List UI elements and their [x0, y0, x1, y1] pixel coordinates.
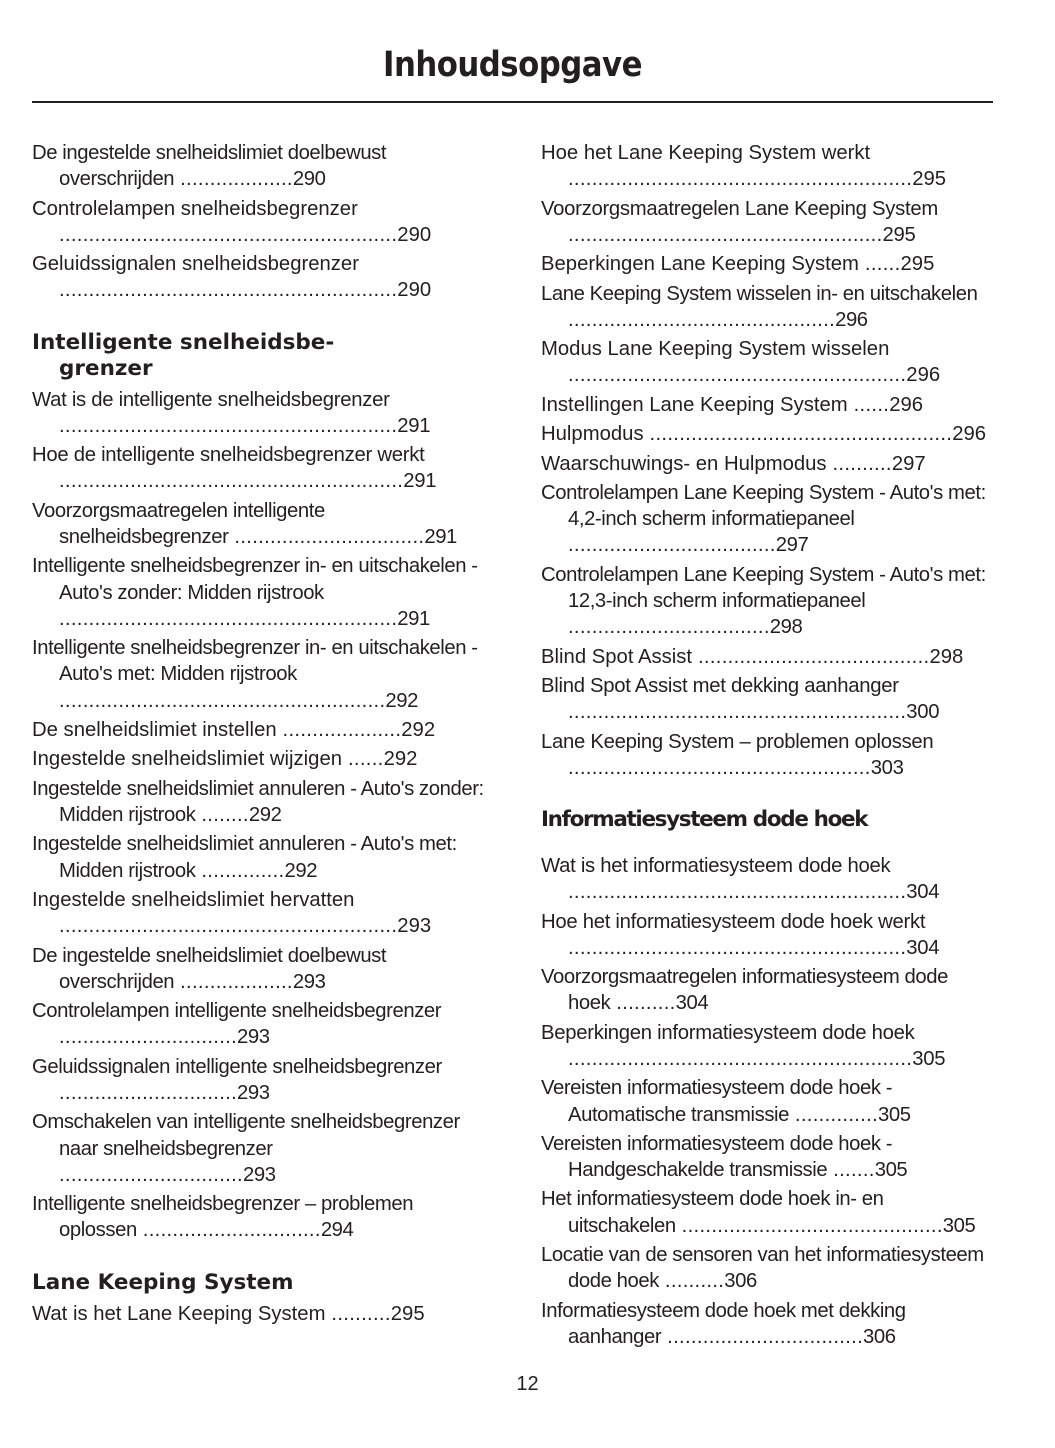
toc-entry-page: 296 [889, 393, 924, 416]
toc-entry-label: Beperkingen informatiesysteem dode hoek [541, 1021, 915, 1044]
toc-entry-page: 300 [906, 701, 940, 724]
toc-entry-page: 305 [878, 1103, 911, 1126]
toc-entry-page: 292 [248, 803, 282, 826]
toc-entry-page: 292 [385, 689, 419, 712]
toc-dot-leader: .......... [658, 1270, 725, 1293]
toc-entry[interactable] [32, 746, 484, 772]
toc-entry-page: 295 [882, 223, 916, 246]
toc-entry-page: 290 [292, 168, 326, 191]
toc-entry-page: 295 [900, 253, 935, 276]
toc-entry[interactable] [32, 140, 484, 192]
toc-entry-page: 305 [942, 1214, 976, 1237]
toc-dot-leader: ............................... [59, 1163, 243, 1186]
toc-entry-label: Blind Spot Assist met dekking aanhanger [541, 674, 899, 697]
toc-columns [32, 140, 993, 1353]
toc-dot-leader: ......................................................... [59, 223, 398, 246]
toc-entry[interactable] [32, 831, 484, 883]
toc-entry-page: 294 [320, 1219, 354, 1242]
toc-entry-label: Voorzorgsmaatregelen informatiesysteem dode hoek [541, 966, 948, 1015]
toc-entry-label: Informatiesysteem dode hoek met dekking aanhanger [541, 1299, 906, 1348]
toc-dot-leader: .............. [195, 859, 285, 882]
toc-entry-label: Intelligente snelheidsbegrenzer – problemen oplossen [32, 1193, 414, 1242]
toc-entry-page: 293 [237, 1026, 270, 1049]
toc-entry-label: Controlelampen Lane Keeping System - Auto's met: 12,3-inch scherm informatiepaneel [541, 563, 986, 612]
toc-entry-page: 303 [870, 756, 904, 779]
toc-entry-page: 296 [906, 364, 941, 387]
toc-entry[interactable] [541, 1131, 993, 1183]
toc-entry[interactable] [541, 421, 993, 447]
toc-entry[interactable] [32, 998, 484, 1050]
toc-dot-leader: .............................. [59, 1026, 238, 1049]
toc-dot-leader: ...... [858, 253, 901, 276]
section-heading-line: Intelligente snelheidsbe- [32, 329, 335, 355]
toc-dot-leader: ................................... [568, 534, 776, 557]
toc-dot-leader: ...... [847, 393, 890, 416]
toc-dot-leader: .............. [789, 1103, 879, 1126]
toc-dot-leader: .......................................................... [568, 168, 913, 191]
toc-entry-page: 292 [284, 859, 318, 882]
toc-dot-leader: .......... [325, 1302, 391, 1325]
toc-dot-leader: .......... [610, 992, 676, 1015]
toc-entry-page: 304 [675, 992, 709, 1015]
toc-column-right [541, 140, 993, 1353]
toc-entry[interactable] [32, 776, 484, 828]
toc-entry[interactable] [541, 1298, 993, 1350]
toc-entry[interactable] [32, 1054, 484, 1106]
toc-entry-label: Wat is de intelligente snelheidsbegrenzer [32, 388, 390, 411]
toc-entry[interactable] [32, 1109, 484, 1188]
toc-entry[interactable] [541, 673, 993, 725]
toc-entry-page: 295 [912, 168, 947, 191]
toc-entry-page: 304 [906, 936, 940, 959]
toc-entry[interactable] [541, 1020, 993, 1072]
toc-entry-page: 290 [397, 279, 432, 302]
toc-entry[interactable] [541, 336, 993, 388]
toc-entry-label: Lane Keeping System wisselen in- en uitschakelen [541, 282, 978, 305]
toc-entry[interactable] [541, 1186, 993, 1238]
toc-entry-label: Hulpmodus [541, 423, 644, 446]
toc-section-heading: Informatiesysteem dode hoek [541, 806, 868, 832]
toc-entry-label: Beperkingen Lane Keeping System [541, 253, 859, 276]
toc-entry[interactable] [541, 562, 993, 641]
toc-entry-label: Geluidssignalen intelligente snelheidsbegrenzer [32, 1055, 442, 1078]
toc-entry[interactable] [32, 387, 484, 439]
toc-dot-leader: .............................. [136, 1219, 321, 1242]
toc-dot-leader: ......................................................... [568, 881, 907, 904]
toc-dot-leader: ................... [174, 970, 293, 993]
toc-entry-page: 291 [403, 470, 437, 493]
toc-entry-page: 291 [397, 607, 430, 630]
toc-entry-page: 293 [292, 970, 326, 993]
toc-entry[interactable] [541, 392, 993, 418]
toc-section-heading [32, 330, 484, 382]
toc-entry[interactable] [32, 442, 484, 494]
toc-entry-label: Wat is het Lane Keeping System [32, 1302, 326, 1325]
toc-entry-label: Ingestelde snelheidslimiet annuleren - Auto's zonder: Midden rijstrook [32, 777, 484, 826]
toc-entry[interactable] [541, 964, 993, 1016]
toc-entry-page: 291 [424, 525, 457, 548]
toc-entry-page: 305 [912, 1047, 946, 1070]
toc-entry-label: Wat is het informatiesysteem dode hoek [541, 854, 891, 877]
toc-entry-label: Het informatiesysteem dode hoek in- en uitschakelen [541, 1188, 884, 1237]
toc-dot-leader: ......................................................... [568, 364, 907, 387]
toc-entry-label: Vereisten informatiesysteem dode hoek - Automatische transmissie [541, 1077, 893, 1126]
toc-entry-page: 293 [242, 1163, 276, 1186]
toc-entry-label: Omschakelen van intelligente snelheidsbegrenzer naar snelheidsbegrenzer [32, 1111, 460, 1160]
toc-column-left [32, 140, 484, 1353]
toc-dot-leader: ....... [827, 1159, 875, 1182]
toc-entry-page: 292 [401, 718, 436, 741]
section-heading-line: grenzer [59, 355, 153, 381]
toc-entry-page: 306 [724, 1270, 757, 1293]
toc-entry-label: Ingestelde snelheidslimiet wijzigen [32, 748, 343, 771]
page-title: Inhoudsopgave [383, 45, 642, 85]
toc-entry-label: Controlelampen snelheidsbegrenzer [32, 197, 358, 220]
toc-dot-leader: ................................ [228, 525, 425, 548]
toc-entry-page: 291 [397, 414, 431, 437]
toc-dot-leader: ................................. [661, 1325, 864, 1348]
toc-entry-page: 295 [390, 1302, 425, 1325]
toc-entry-label: De ingestelde snelheidslimiet doelbewust overschrijden [32, 142, 387, 191]
header-divider [32, 101, 993, 103]
toc-dot-leader: ................................................... [643, 423, 953, 446]
toc-dot-leader: ................... [174, 168, 293, 191]
toc-dot-leader: ......................................................... [59, 607, 398, 630]
toc-section-heading: Lane Keeping System [32, 1269, 294, 1295]
toc-entry-label: De snelheidslimiet instellen [32, 718, 277, 741]
toc-dot-leader: .......... [826, 452, 892, 475]
toc-entry-page: 297 [891, 452, 926, 475]
toc-entry-label: Vereisten informatiesysteem dode hoek - Handgeschakelde transmissie [541, 1132, 893, 1182]
toc-entry-label: De ingestelde snelheidslimiet doelbewust overschrijden [32, 944, 387, 993]
toc-entry-page: 290 [397, 223, 432, 246]
toc-dot-leader: ........ [195, 803, 249, 826]
toc-entry-label: Hoe de intelligente snelheidsbegrenzer werkt [32, 444, 425, 467]
toc-entry-page: 293 [397, 915, 432, 938]
toc-entry-label: Waarschuwings- en Hulpmodus [541, 452, 827, 475]
toc-entry-page: 304 [906, 881, 940, 904]
toc-dot-leader: .......................................................... [568, 1047, 913, 1070]
toc-entry[interactable] [541, 251, 993, 277]
toc-dot-leader: ......................................................... [568, 936, 907, 959]
toc-entry-page: 298 [929, 645, 964, 668]
toc-dot-leader: ...... [342, 748, 384, 771]
toc-dot-leader: ....................................................... [59, 689, 386, 712]
toc-dot-leader: ....................................... [692, 645, 930, 668]
toc-entry[interactable] [32, 498, 484, 550]
toc-entry-label: Voorzorgsmaatregelen intelligente snelheidsbegrenzer [32, 499, 325, 548]
toc-entry[interactable] [32, 887, 484, 939]
toc-entry-page: 297 [775, 534, 809, 557]
toc-entry-label: Instellingen Lane Keeping System [541, 393, 848, 416]
toc-entry-label: Ingestelde snelheidslimiet hervatten [32, 888, 355, 911]
toc-entry-page: 305 [874, 1159, 908, 1182]
toc-dot-leader: ............................................. [568, 308, 836, 331]
toc-dot-leader: ..................................................... [568, 223, 883, 246]
toc-entry-page: 306 [863, 1325, 896, 1348]
toc-entry[interactable] [32, 635, 484, 714]
page-header [32, 44, 993, 86]
toc-dot-leader: ......................................................... [59, 279, 398, 302]
toc-entry[interactable] [541, 1075, 993, 1127]
toc-dot-leader: .............................. [59, 1081, 238, 1104]
toc-entry-label: Lane Keeping System – problemen oplossen [541, 730, 934, 753]
toc-entry-label: Intelligente snelheidsbegrenzer in- en uitschakelen - Auto's zonder: Midden rijstrook [32, 555, 478, 604]
toc-entry[interactable] [541, 853, 993, 905]
toc-entry[interactable] [541, 451, 993, 477]
toc-dot-leader: .......................................................... [59, 470, 404, 493]
toc-entry-page: 293 [237, 1081, 270, 1104]
toc-entry-page: 298 [769, 616, 803, 639]
toc-entry-label: Controlelampen intelligente snelheidsbegrenzer [32, 1000, 442, 1023]
toc-entry-page: 292 [383, 748, 418, 771]
toc-entry[interactable] [541, 729, 993, 781]
toc-dot-leader: ......................................................... [59, 414, 398, 437]
toc-entry-label: Intelligente snelheidsbegrenzer in- en uitschakelen - Auto's met: Midden rijstrook [32, 637, 478, 686]
toc-entry-page: 296 [952, 423, 987, 446]
toc-entry[interactable] [32, 1191, 484, 1243]
toc-entry-label: Locatie van de sensoren van het informatiesysteem dode hoek [541, 1244, 984, 1293]
toc-entry-label: Blind Spot Assist [541, 645, 693, 668]
toc-dot-leader: ......................................................... [568, 701, 907, 724]
toc-entry-page: 296 [835, 308, 868, 331]
toc-dot-leader: .................... [276, 718, 402, 741]
toc-entry[interactable] [541, 1242, 993, 1294]
toc-entry[interactable] [32, 196, 484, 248]
toc-entry[interactable] [32, 717, 484, 743]
toc-entry-label: Geluidssignalen snelheidsbegrenzer [32, 253, 359, 276]
toc-entry-label: Hoe het informatiesysteem dode hoek werkt [541, 910, 926, 933]
toc-entry[interactable] [32, 943, 484, 995]
toc-entry[interactable] [541, 480, 993, 559]
toc-entry[interactable] [32, 1301, 484, 1327]
toc-entry[interactable] [541, 140, 993, 192]
toc-dot-leader: ......................................................... [59, 915, 398, 938]
toc-entry[interactable] [32, 553, 484, 632]
toc-entry[interactable] [541, 644, 993, 670]
toc-entry[interactable] [541, 196, 993, 248]
page-number: 12 [516, 1373, 539, 1395]
toc-entry[interactable] [541, 281, 993, 333]
toc-entry-label: Modus Lane Keeping System wisselen [541, 338, 890, 361]
toc-dot-leader: ................................................... [568, 756, 871, 779]
toc-dot-leader: ............................................ [675, 1214, 943, 1237]
toc-entry-label: Controlelampen Lane Keeping System - Auto's met: 4,2-inch scherm informatiepaneel [541, 481, 986, 531]
toc-entry[interactable] [541, 909, 993, 961]
toc-entry-label: Ingestelde snelheidslimiet annuleren - Auto's met: Midden rijstrook [32, 833, 457, 882]
toc-entry[interactable] [32, 251, 484, 303]
toc-dot-leader: .................................. [568, 616, 770, 639]
toc-entry-label: Hoe het Lane Keeping System werkt [541, 142, 871, 164]
toc-entry-label: Voorzorgsmaatregelen Lane Keeping System [541, 197, 938, 220]
